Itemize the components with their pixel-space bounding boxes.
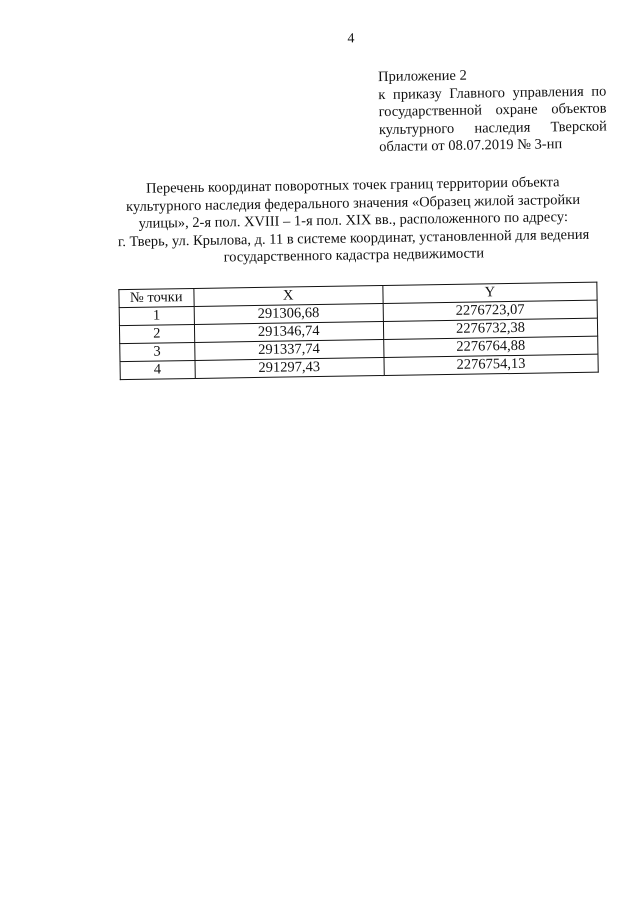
cell-point-number: 1 [119, 306, 194, 325]
cell-x: 291337,74 [194, 340, 384, 361]
cell-x: 291346,74 [194, 322, 384, 343]
header-x: X [193, 286, 383, 307]
cell-x: 291306,68 [194, 304, 384, 325]
appendix-line: к приказу Главного управления по [378, 82, 607, 103]
heading-line: Перечень координат поворотных точек границ территории объекта [145, 174, 560, 197]
heading-line: государственного кадастра недвижимости [223, 245, 485, 266]
coordinates-table [118, 282, 598, 381]
cell-y: 2276732,38 [383, 318, 597, 339]
cell-x: 291297,43 [195, 358, 385, 379]
cell-point-number: 2 [119, 324, 194, 343]
appendix-line: государственной охране объектов [378, 100, 607, 121]
cell-y: 2276764,88 [384, 336, 598, 357]
appendix-title: Приложение 2 [377, 67, 467, 86]
heading-line: культурного наследия федерального значения «Образец жилой застройки [125, 191, 581, 215]
page-number: 4 [347, 31, 355, 47]
cell-y: 2276723,07 [383, 300, 597, 321]
cell-point-number: 4 [120, 360, 195, 379]
appendix-line: области от 08.07.2019 № 3-нп [379, 136, 563, 156]
header-point-number: № точки [119, 288, 194, 307]
header-y: Y [383, 282, 597, 303]
cell-y: 2276754,13 [384, 354, 598, 375]
heading-line: г. Тверь, ул. Крылова, д. 11 в системе координат, установленной для ведения [117, 226, 590, 250]
document-heading [104, 174, 603, 269]
cell-point-number: 3 [120, 342, 195, 361]
appendix-block [378, 65, 607, 156]
heading-line: улицы», 2-я пол. XVIII – 1-я пол. XIX вв., расположенного по адресу: [138, 209, 569, 232]
appendix-line: культурного наследия Тверской [378, 117, 607, 138]
